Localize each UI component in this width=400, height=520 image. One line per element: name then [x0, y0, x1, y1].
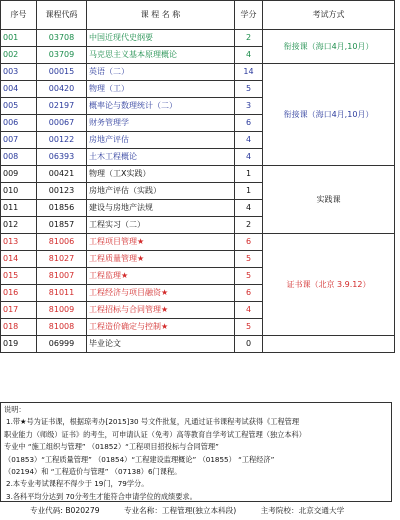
course-seq: 018	[1, 319, 37, 336]
course-seq: 019	[1, 336, 37, 353]
course-seq: 006	[1, 115, 37, 132]
course-code: 01857	[37, 217, 87, 234]
exam-method-cell: 衔接课（海口4月,10月）	[263, 30, 395, 64]
course-name: 工程监理★	[87, 268, 235, 285]
course-table-body	[1, 30, 395, 353]
course-seq: 008	[1, 149, 37, 166]
course-code: 00420	[37, 81, 87, 98]
course-code: 02197	[37, 98, 87, 115]
course-seq: 001	[1, 30, 37, 47]
footer-major-code: 专业代码: B020279	[30, 506, 100, 515]
course-seq: 010	[1, 183, 37, 200]
course-seq: 016	[1, 285, 37, 302]
course-name: 毕业论文	[87, 336, 235, 353]
course-credit: 1	[235, 166, 263, 183]
course-seq: 003	[1, 64, 37, 81]
header-credit: 学分	[235, 1, 263, 30]
course-credit: 6	[235, 285, 263, 302]
course-name: 财务管理学	[87, 115, 235, 132]
course-credit: 0	[235, 336, 263, 353]
course-name: 工程质量管理★	[87, 251, 235, 268]
course-code: 00421	[37, 166, 87, 183]
course-seq: 017	[1, 302, 37, 319]
course-code: 81027	[37, 251, 87, 268]
course-seq: 015	[1, 268, 37, 285]
course-code: 03708	[37, 30, 87, 47]
course-name: 马克思主义基本原理概论	[87, 47, 235, 64]
notes-line-4: （01853）“工程质量管理” （01854）“工程建设监理概论” （01855） “工程经济”	[4, 454, 275, 464]
footer-major-name: 专业名称：工程管理(独立本科段)	[123, 506, 237, 515]
course-code: 06999	[37, 336, 87, 353]
exam-method-cell: 实践课	[263, 166, 395, 234]
course-credit: 3	[235, 98, 263, 115]
course-name: 概率论与数理统计（二）	[87, 98, 235, 115]
notes-title: 说明：	[4, 405, 26, 414]
course-name: 中国近现代史纲要	[87, 30, 235, 47]
course-name: 土木工程概论	[87, 149, 235, 166]
course-name: 工程实习（二）	[87, 217, 235, 234]
course-name: 工程招标与合同管理★	[87, 302, 235, 319]
header-seq: 序号	[1, 1, 37, 30]
course-name: 英语（二）	[87, 64, 235, 81]
course-credit: 1	[235, 183, 263, 200]
course-credit: 6	[235, 234, 263, 251]
course-code: 00015	[37, 64, 87, 81]
notes-line-5: （02194）和 “工程造价与管理” （07138）6门课程。	[4, 467, 182, 477]
course-code: 00123	[37, 183, 87, 200]
course-seq: 002	[1, 47, 37, 64]
course-code: 81009	[37, 302, 87, 319]
course-name: 物理（工X实践）	[87, 166, 235, 183]
notes-box	[0, 402, 392, 502]
table-row	[1, 166, 395, 183]
notes-line-6: 2.本专业考试课程不得少于 19门，79学分。	[6, 479, 149, 489]
table-row	[1, 30, 395, 47]
course-code: 06393	[37, 149, 87, 166]
table-row	[1, 64, 395, 81]
course-seq: 009	[1, 166, 37, 183]
course-name: 建设与房地产法规	[87, 200, 235, 217]
notes-line-7: 3.各科平均分达到 70分考生才能符合申请学位的成绩要求。	[6, 491, 197, 501]
notes-line-1: 1.带★号为证书课，根据琼考办[2015]30 号文件批复，凡通过证书课程考试获得《工程管理	[6, 417, 300, 427]
course-name: 工程项目管理★	[87, 234, 235, 251]
table-row	[1, 234, 395, 251]
course-credit: 4	[235, 47, 263, 64]
course-code: 00122	[37, 132, 87, 149]
course-seq: 012	[1, 217, 37, 234]
course-code: 03709	[37, 47, 87, 64]
course-code: 01856	[37, 200, 87, 217]
course-name: 物理（工）	[87, 81, 235, 98]
header-code: 课程代码	[37, 1, 87, 30]
course-seq: 004	[1, 81, 37, 98]
course-name: 工程造价确定与控制★	[87, 319, 235, 336]
course-credit: 14	[235, 64, 263, 81]
footer	[30, 505, 366, 516]
course-code: 81008	[37, 319, 87, 336]
course-name: 工程经济与项目融资★	[87, 285, 235, 302]
course-credit: 2	[235, 217, 263, 234]
course-credit: 4	[235, 302, 263, 319]
table-row	[1, 336, 395, 353]
course-code: 81011	[37, 285, 87, 302]
course-seq: 007	[1, 132, 37, 149]
exam-method-cell: 衔接课（海口4月,10月）	[263, 64, 395, 166]
course-credit: 2	[235, 30, 263, 47]
course-seq: 013	[1, 234, 37, 251]
course-name: 房地产评估	[87, 132, 235, 149]
course-credit: 4	[235, 200, 263, 217]
course-seq: 014	[1, 251, 37, 268]
exam-method-cell: 证书课（北京 3.9.12）	[263, 234, 395, 336]
notes-line-2: 职业能力（师级）证书》的考生，可申请认证（免考）高等教育自学考试工程管理（独立本科）	[4, 429, 306, 439]
course-credit: 4	[235, 149, 263, 166]
notes-line-3: 专业中 “施工组织与管理” （01852）“工程项目招投标与合同管理”	[4, 442, 219, 452]
course-credit: 4	[235, 132, 263, 149]
course-name: 房地产评估（实践）	[87, 183, 235, 200]
course-code: 00067	[37, 115, 87, 132]
course-code: 81007	[37, 268, 87, 285]
exam-method-cell	[263, 336, 395, 353]
table-header-row	[1, 1, 395, 30]
course-credit: 5	[235, 268, 263, 285]
course-credit: 5	[235, 251, 263, 268]
header-name: 课 程 名 称	[87, 1, 235, 30]
course-credit: 6	[235, 115, 263, 132]
footer-school: 主考院校：北京交通大学	[260, 506, 345, 515]
header-exam: 考试方式	[263, 1, 395, 30]
course-credit: 5	[235, 81, 263, 98]
course-seq: 005	[1, 98, 37, 115]
course-credit: 5	[235, 319, 263, 336]
course-seq: 011	[1, 200, 37, 217]
course-code: 81006	[37, 234, 87, 251]
